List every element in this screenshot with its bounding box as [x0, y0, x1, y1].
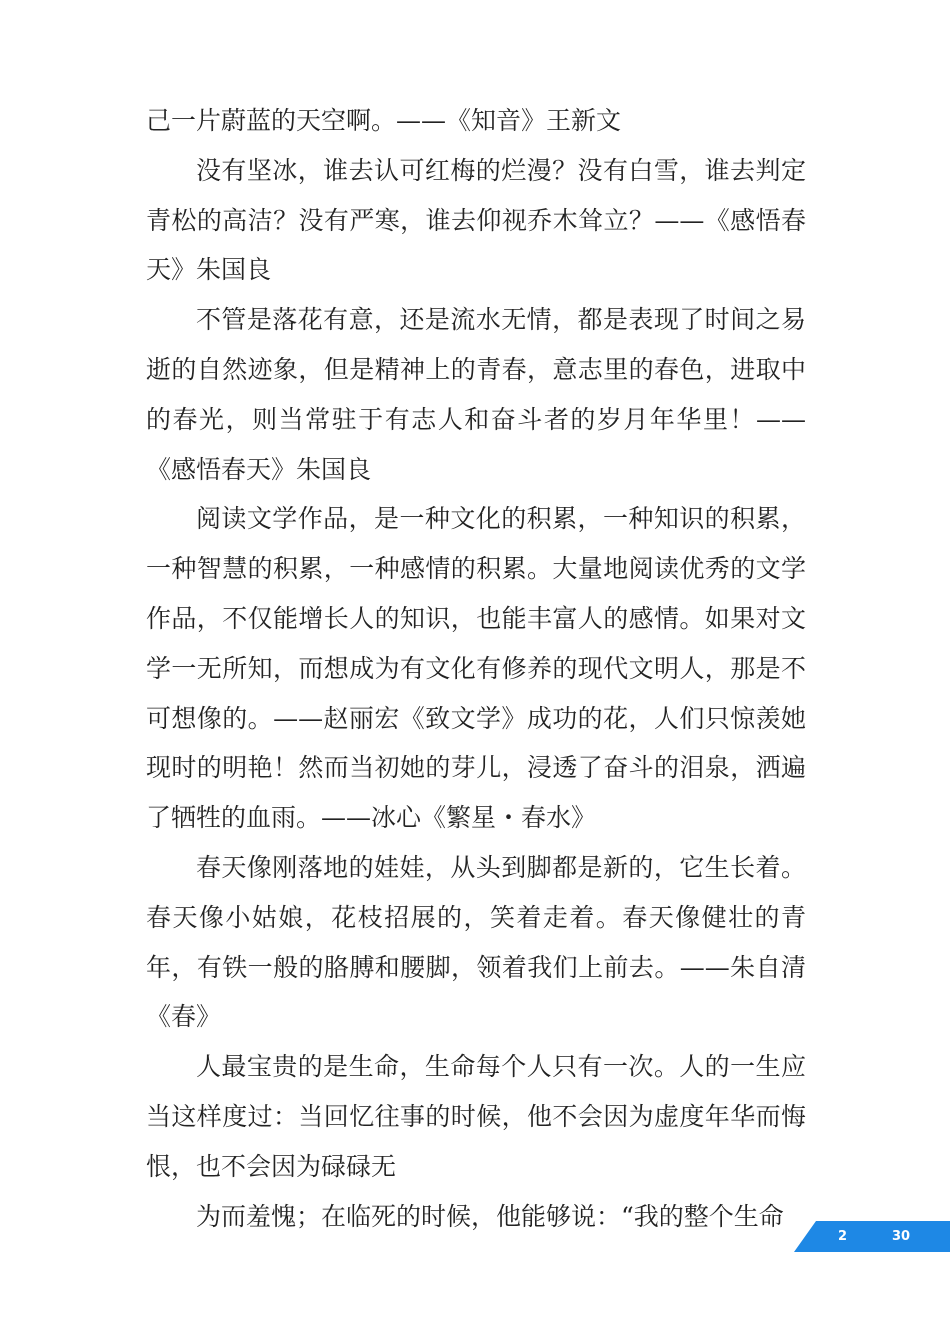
paragraph-4: 阅读文学作品，是一种文化的积累，一种知识的积累，一种智慧的积累，一种感情的积累。大量地阅读优秀的文学作品，不仅能增长人的知识，也能丰富人的感情。如果对文学一无所知，而想成为有文化有修养的现代文明人，那是不可想像的。——赵丽宏《致文学》成功的花，人们只惊羡她现时的明艳！然而当初她的芽儿，浸透了奋斗的泪泉，洒遍了牺牲的血雨。——冰心《繁星・春水》: [146, 504, 806, 833]
paragraph-2: 没有坚冰，谁去认可红梅的烂漫？没有白雪，谁去判定青松的高洁？没有严寒，谁去仰视乔木耸立？——《感悟春天》朱国良: [146, 155, 806, 285]
paragraph-6: 人最宝贵的是生命，生命每个人只有一次。人的一生应当这样度过：当回忆往事的时候，他不会因为虚度年华而悔恨，也不会因为碌碌无: [146, 1052, 806, 1181]
page-number: 2: [838, 1229, 848, 1244]
document-body: [146, 96, 806, 1241]
total-pages: 30: [892, 1229, 911, 1244]
paragraph-1: 己一片蔚蓝的天空啊。——《知音》王新文: [146, 106, 622, 135]
footer-page-band: [794, 1221, 950, 1252]
paragraph-7: 为而羞愧；在临死的时候，他能够说：“我的整个生命: [196, 1201, 784, 1231]
paragraph-3: 不管是落花有意，还是流水无情，都是表现了时间之易逝的自然迹象，但是精神上的青春，意志里的春色，进取中的春光，则当常驻于有志人和奋斗者的岁月年华里！——《感悟春天》朱国良: [146, 305, 806, 484]
paragraph-5: 春天像刚落地的娃娃，从头到脚都是新的，它生长着。春天像小姑娘，花枝招展的，笑着走着。春天像健壮的青年，有铁一般的胳膊和腰脚，领着我们上前去。——朱自清《春》: [146, 852, 806, 1032]
